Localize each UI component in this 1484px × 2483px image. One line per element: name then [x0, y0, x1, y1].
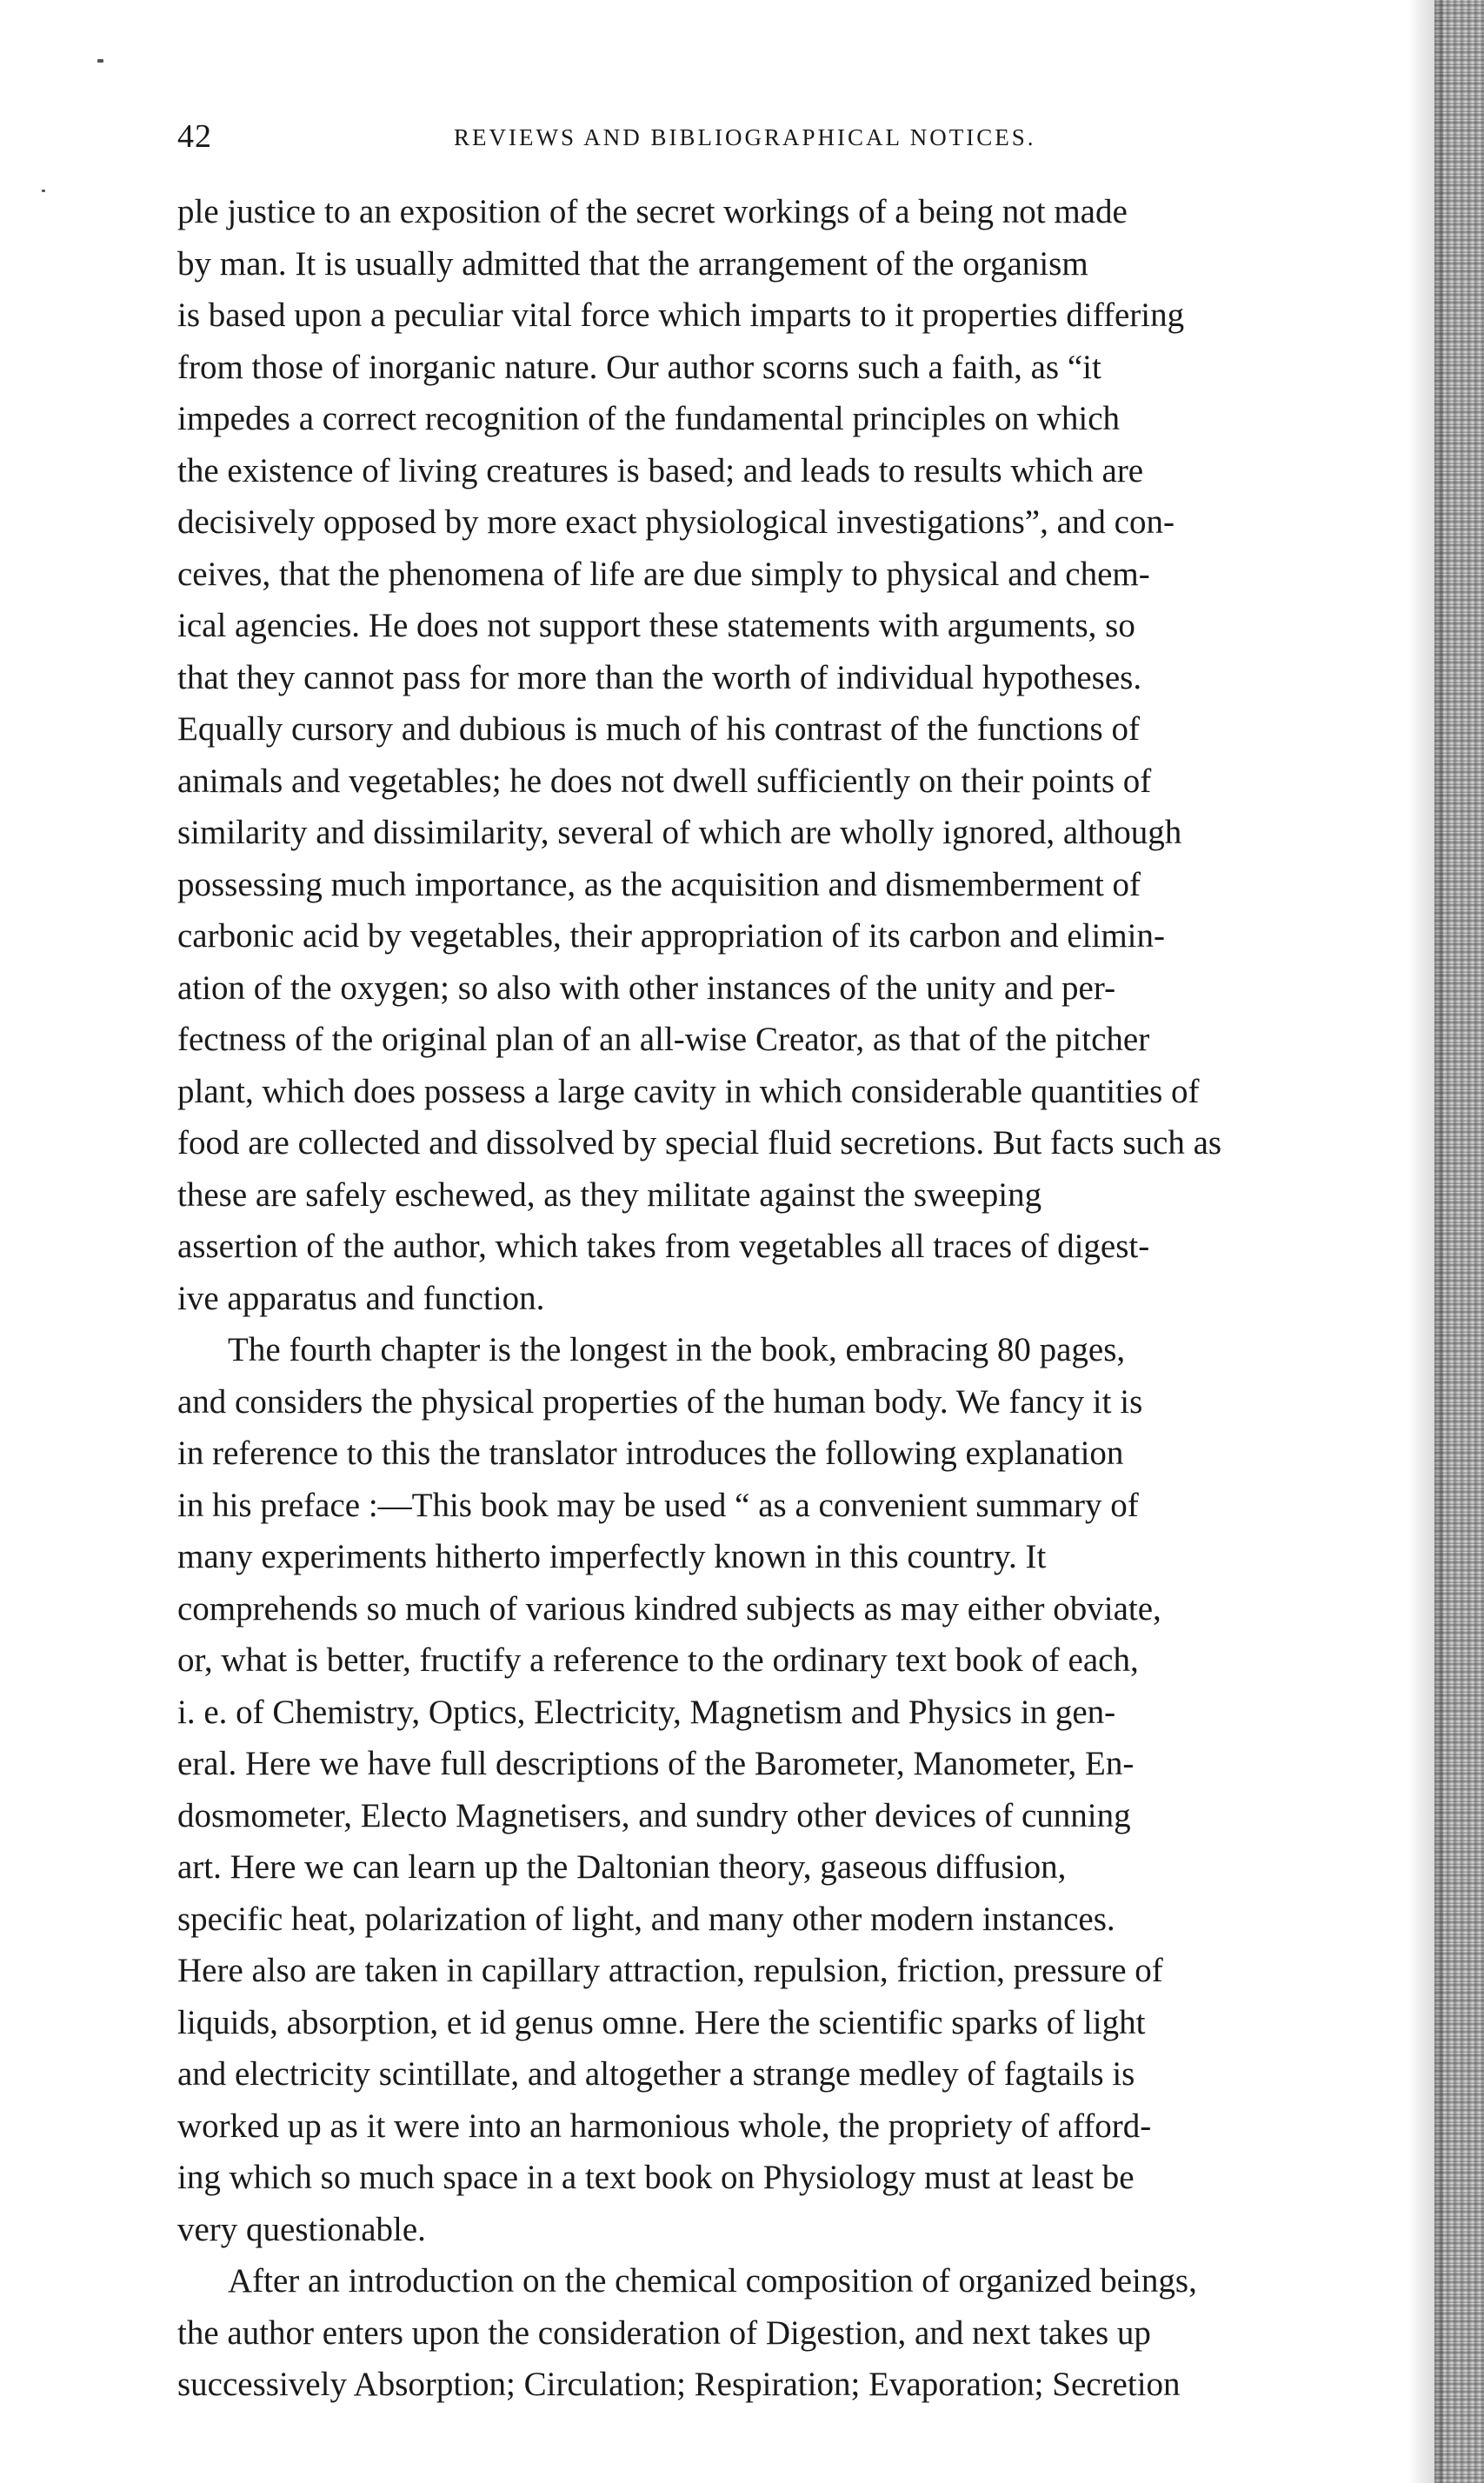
text-line: or, what is better, fructify a reference to the ordinary text book of each, — [177, 1641, 1139, 1679]
text-line: specific heat, polarization of light, and many other modern instances. — [177, 1900, 1115, 1938]
text-line: impedes a correct recognition of the fundamental principles on which — [177, 400, 1121, 437]
page-header — [177, 117, 1412, 159]
paragraph-start-line: The fourth chapter is the longest in the book, embracing 80 pages, — [228, 1331, 1126, 1368]
text-line: is based upon a peculiar vital force which imparts to it properties differing — [177, 296, 1185, 334]
text-line: ceives, that the phenomena of life are due simply to physical and chem- — [177, 555, 1150, 593]
text-line: in reference to this the translator introduces the following explanation — [177, 1435, 1124, 1472]
text-line: comprehends so much of various kindred subjects as may either obviate, — [177, 1589, 1161, 1628]
text-line: ing which so much space in a text book on Physiology must at least be — [177, 2159, 1135, 2196]
scan-edge-noise — [1434, 0, 1484, 2483]
text-line: dosmometer, Electo Magnetisers, and sundry other devices of cunning — [177, 1796, 1131, 1834]
text-line: assertion of the author, which takes from vegetables all traces of digest- — [177, 1228, 1150, 1265]
text-line: similarity and dissimilarity, several of which are wholly ignored, although — [177, 814, 1182, 851]
page-number: 42 — [177, 118, 212, 155]
running-head: REVIEWS AND BIBLIOGRAPHICAL NOTICES. — [454, 124, 1036, 150]
text-line: ive apparatus and function. — [177, 1279, 545, 1317]
text-line: art. Here we can learn up the Daltonian theory, gaseous diffusion, — [177, 1848, 1067, 1886]
text-line: and considers the physical properties of the human body. We fancy it is — [177, 1382, 1143, 1421]
text-line: plant, which does possess a large cavity in which considerable quantities of — [177, 1072, 1200, 1110]
body-text — [177, 186, 1447, 2481]
text-line: from those of inorganic nature. Our author scorns such a faith, as “it — [177, 348, 1101, 386]
text-line: ple justice to an exposition of the secret workings of a being not made — [177, 193, 1128, 230]
text-line: carbonic acid by vegetables, their appropriation of its carbon and elimin- — [177, 917, 1166, 955]
text-line: possessing much importance, as the acquisition and dismemberment of — [177, 865, 1141, 903]
text-line: fectness of the original plan of an all-wise Creator, as that of the pitcher — [177, 1021, 1150, 1058]
text-line: and electricity scintillate, and altogether a strange medley of fagtails is — [177, 2055, 1135, 2093]
text-line: very questionable. — [177, 2210, 426, 2248]
text-line: decisively opposed by more exact physiological investigations”, and con- — [177, 503, 1175, 541]
text-line: Equally cursory and dubious is much of his contrast of the functions of — [177, 710, 1140, 748]
text-line: in his preface :—This book may be used “ as a convenient summary of — [177, 1486, 1139, 1524]
text-line: the existence of living creatures is based; and leads to results which are — [177, 451, 1144, 489]
text-line: successively Absorption; Circulation; Respiration; Evaporation; Secretion — [177, 2366, 1181, 2403]
text-line: the author enters upon the consideration of Digestion, and next takes up — [177, 2313, 1151, 2352]
ink-speck — [97, 59, 103, 63]
text-line: by man. It is usually admitted that the arrangement of the organism — [177, 244, 1088, 283]
text-line: these are safely eschewed, as they militate against the sweeping — [177, 1175, 1042, 1214]
text-line: animals and vegetables; he does not dwell sufficiently on their points of — [177, 762, 1152, 800]
paragraph-start-line: After an introduction on the chemical composition of organized beings, — [228, 2262, 1197, 2300]
text-line: eral. Here we have full descriptions of the Barometer, Manometer, En- — [177, 1745, 1135, 1782]
text-line: ical agencies. He does not support these statements with arguments, so — [177, 607, 1135, 644]
text-line: ation of the oxygen; so also with other instances of the unity and per- — [177, 969, 1116, 1007]
text-line: Here also are taken in capillary attraction, repulsion, friction, pressure of — [177, 1952, 1163, 1989]
text-line: i. e. of Chemistry, Optics, Electricity, Magnetism and Physics in gen- — [177, 1693, 1116, 1731]
text-line: many experiments hitherto imperfectly known in this country. It — [177, 1538, 1047, 1575]
text-line: that they cannot pass for more than the worth of individual hypotheses. — [177, 658, 1142, 696]
ink-speck — [42, 190, 45, 192]
text-line: liquids, absorption, et id genus omne. Here the scientific sparks of light — [177, 2003, 1146, 2041]
text-line: food are collected and dissolved by special fluid secretions. But facts such as — [177, 1124, 1222, 1162]
text-line: worked up as it were into an harmonious whole, the propriety of afford- — [177, 2107, 1152, 2145]
